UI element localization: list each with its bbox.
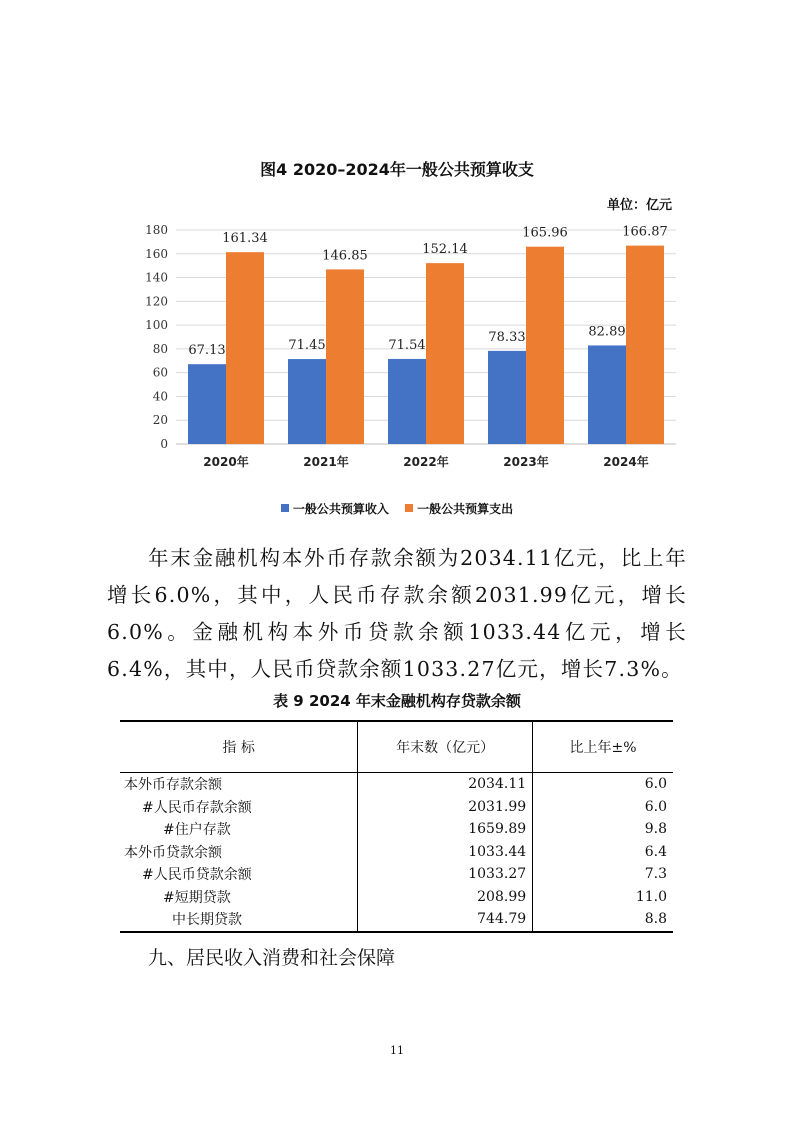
row-label: #住户存款 xyxy=(163,822,231,839)
row-value: 1033.44 xyxy=(358,841,533,864)
y-tick-label: 0 xyxy=(160,437,168,451)
data-label: 161.34 xyxy=(222,231,268,247)
y-tick-label: 180 xyxy=(145,223,168,237)
row-value: 2034.11 xyxy=(358,773,533,796)
data-label: 165.96 xyxy=(522,225,568,241)
bar-income xyxy=(288,359,326,444)
data-label: 82.89 xyxy=(588,324,626,340)
header-change: 比上年±% xyxy=(533,721,673,773)
table-row xyxy=(120,863,673,886)
page-number: 11 xyxy=(390,1044,404,1057)
legend-swatch-income xyxy=(281,504,289,512)
y-tick-label: 40 xyxy=(152,389,168,404)
y-tick-label: 160 xyxy=(145,246,168,261)
x-tick-label: 2024年 xyxy=(603,455,649,469)
row-change: 9.8 xyxy=(533,818,673,841)
row-label: #短期贷款 xyxy=(163,889,231,906)
y-tick-label: 120 xyxy=(145,294,168,309)
row-value: 208.99 xyxy=(358,886,533,909)
section-heading: 九、居民收入消费和社会保障 xyxy=(148,947,396,969)
y-tick-label: 140 xyxy=(145,270,168,285)
bar-expense xyxy=(626,246,664,444)
row-change: 6.0 xyxy=(533,796,673,819)
body-paragraph: 年末金融机构本外币存款余额为2034.11亿元，比上年增长6.0%，其中，人民币存款余额2031.99亿元，增长6.0%。金融机构本外币贷款余额1033.44亿元，增长6.4%，其中，人民币贷款余额1033.27亿元，增长7.3%。 xyxy=(107,546,687,681)
row-value: 744.79 xyxy=(358,908,533,932)
x-tick-label: 2022年 xyxy=(403,455,449,469)
legend-swatch-expense xyxy=(405,504,413,512)
data-label: 166.87 xyxy=(622,224,668,240)
table-row xyxy=(120,886,673,909)
header-year-end-value: 年末数（亿元） xyxy=(358,721,533,773)
bar-expense xyxy=(526,247,564,444)
data-label: 78.33 xyxy=(488,329,526,345)
y-tick-label: 60 xyxy=(152,365,168,380)
row-label: 中长期贷款 xyxy=(120,908,358,932)
row-change: 6.4 xyxy=(533,841,673,864)
chart-unit: 单位：亿元 xyxy=(606,198,672,213)
row-label: #人民币存款余额 xyxy=(142,799,252,816)
bar-expense xyxy=(226,252,264,444)
header-indicator: 指 标 xyxy=(120,721,358,773)
table-row xyxy=(120,908,673,932)
data-label: 152.14 xyxy=(422,242,468,258)
row-label: 本外币贷款余额 xyxy=(124,844,222,861)
table-row xyxy=(120,773,673,796)
row-label: 本外币存款余额 xyxy=(124,777,222,794)
chart-title: 图4 2020–2024年一般公共预算收支 xyxy=(260,160,534,179)
legend-label-income: 一般公共预算收入 xyxy=(292,502,389,516)
row-value: 1033.27 xyxy=(358,863,533,886)
row-change: 6.0 xyxy=(533,773,673,796)
row-value: 1659.89 xyxy=(358,818,533,841)
deposit-loan-table xyxy=(120,720,673,933)
bar-chart xyxy=(0,0,794,500)
bar-income xyxy=(388,359,426,444)
bar-income xyxy=(588,345,626,444)
row-change: 7.3 xyxy=(533,863,673,886)
y-tick-label: 20 xyxy=(152,413,168,428)
bar-income xyxy=(488,351,526,444)
x-tick-label: 2020年 xyxy=(203,455,249,469)
y-tick-label: 100 xyxy=(145,318,168,333)
y-tick-label: 80 xyxy=(152,341,168,356)
bar-expense xyxy=(326,269,364,444)
row-value: 2031.99 xyxy=(358,796,533,819)
row-label: #人民币贷款余额 xyxy=(142,867,252,884)
legend-item-expense xyxy=(405,502,513,516)
data-label: 67.13 xyxy=(188,343,226,359)
bar-expense xyxy=(426,263,464,444)
chart-legend xyxy=(0,500,794,517)
bar-income xyxy=(188,364,226,444)
x-tick-label: 2021年 xyxy=(303,455,349,469)
row-change: 11.0 xyxy=(533,886,673,909)
table-row xyxy=(120,818,673,841)
legend-item-income xyxy=(281,502,389,516)
table-row xyxy=(120,841,673,864)
x-tick-label: 2023年 xyxy=(503,455,549,469)
data-label: 146.85 xyxy=(322,248,368,264)
legend-label-expense: 一般公共预算支出 xyxy=(417,502,514,516)
table-header-row xyxy=(120,721,673,773)
table-row xyxy=(120,796,673,819)
data-label: 71.54 xyxy=(388,337,426,353)
table-title: 表 9 2024 年末金融机构存贷款余额 xyxy=(273,692,521,710)
row-change: 8.8 xyxy=(533,908,673,932)
data-label: 71.45 xyxy=(288,338,326,354)
